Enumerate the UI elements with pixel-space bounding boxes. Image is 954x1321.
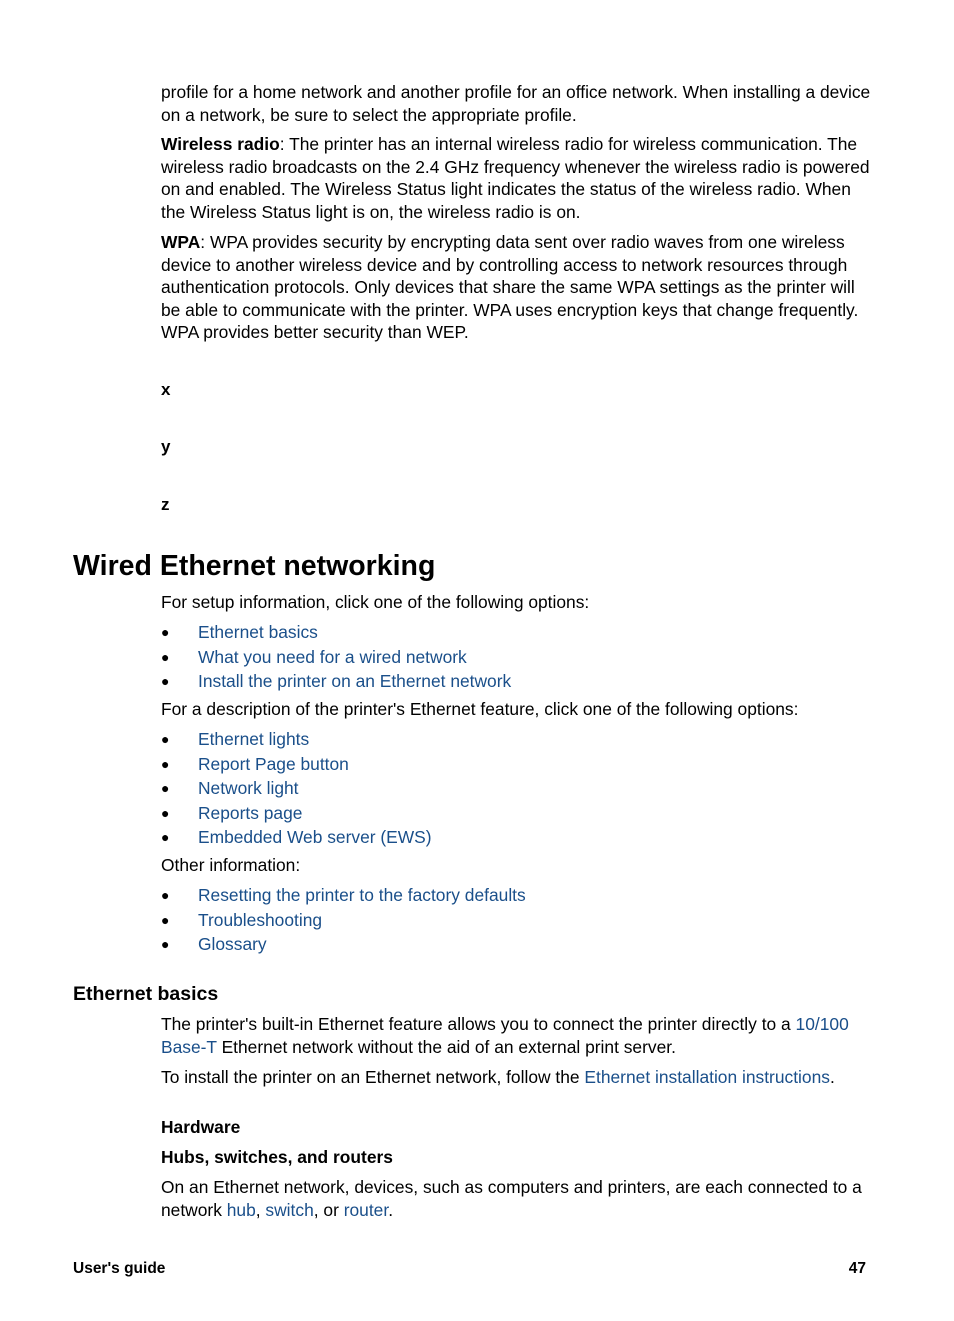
link-glossary[interactable]: Glossary bbox=[198, 934, 267, 954]
link-ethernet-installation-instructions[interactable]: Ethernet installation instructions bbox=[584, 1067, 830, 1087]
link-troubleshooting[interactable]: Troubleshooting bbox=[198, 909, 323, 930]
link-switch[interactable]: switch bbox=[265, 1199, 314, 1220]
feature-intro: For a description of the printer's Ethernet feature, click one of the following options: bbox=[161, 699, 799, 719]
basics-p2-text-after: . bbox=[829, 1067, 835, 1087]
link-factory-defaults[interactable]: Resetting the printer to the factory defaults bbox=[198, 885, 526, 905]
basics-paragraph-1 bbox=[161, 1013, 871, 1058]
index-letter-x: x bbox=[161, 380, 171, 399]
link-ethernet-basics[interactable]: Ethernet basics bbox=[198, 622, 318, 642]
other-intro: Other information: bbox=[161, 855, 301, 875]
bullet-marker: ● bbox=[161, 731, 170, 747]
link-reports-page[interactable]: Reports page bbox=[198, 802, 303, 823]
bullet-marker: ● bbox=[161, 887, 170, 903]
wireless-radio-text: : The printer has an internal wireless radio for wireless communication. The wireless radio broadcasts on the 2.4 GHz frequency whenever the wireless radio is powered on and enabled. The Wireless Status light indicates the status of the wireless radio. When the Wireless Status light is on, the wireless radio is on. bbox=[161, 134, 870, 222]
bullet-marker: ● bbox=[161, 829, 170, 845]
link-network-light[interactable]: Network light bbox=[198, 778, 299, 798]
footer-page-number: 47 bbox=[848, 1260, 866, 1277]
profile-paragraph bbox=[161, 81, 871, 126]
bullet-marker: ● bbox=[161, 624, 170, 640]
separator: , or bbox=[313, 1199, 344, 1220]
profile-text: profile for a home network and another profile for an office network. When installing a device on a network, be sure to select the appropriate profile. bbox=[161, 82, 871, 125]
wpa-term: WPA bbox=[161, 232, 201, 252]
setup-intro: For setup information, click one of the following options: bbox=[161, 592, 590, 612]
bullet-marker: ● bbox=[161, 648, 170, 665]
link-10-100-base-t[interactable]: 10/100 Base-T bbox=[161, 1014, 849, 1057]
basics-p2-text: To install the printer on an Ethernet network, follow the bbox=[161, 1067, 585, 1087]
index-letter-y: y bbox=[161, 437, 171, 456]
basics-p3-text-after: . bbox=[388, 1199, 394, 1220]
ethernet-basics-heading: Ethernet basics bbox=[73, 983, 219, 1005]
footer-guide-title: User's guide bbox=[73, 1260, 166, 1277]
separator: , bbox=[255, 1199, 266, 1220]
bullet-marker: ● bbox=[161, 936, 170, 952]
basics-paragraph-2 bbox=[161, 1066, 871, 1089]
bullet-marker: ● bbox=[161, 911, 170, 928]
link-ethernet-lights[interactable]: Ethernet lights bbox=[198, 729, 310, 749]
bullet-marker: ● bbox=[161, 755, 170, 772]
link-install-printer[interactable]: Install the printer on an Ethernet network bbox=[198, 671, 512, 691]
basics-paragraph-3 bbox=[161, 1176, 871, 1221]
wpa-text: : WPA provides security by encrypting data sent over radio waves from one wireless device to another wireless device and by controlling access to network resources through authentication protocols. Only devices that share the same WPA settings as the printer will be able to communicate with the printer. WPA uses encryption keys that change frequently. WPA provides better security than WEP. bbox=[161, 232, 859, 343]
wireless-radio-term: Wireless radio bbox=[161, 134, 280, 154]
link-router[interactable]: router bbox=[343, 1199, 389, 1220]
index-letter-z: z bbox=[161, 495, 170, 514]
bullet-marker: ● bbox=[161, 804, 170, 821]
bullet-marker: ● bbox=[161, 780, 170, 796]
wireless-radio-paragraph bbox=[161, 133, 871, 223]
section-title: Wired Ethernet networking bbox=[73, 550, 436, 582]
link-embedded-web-server[interactable]: Embedded Web server (EWS) bbox=[198, 827, 432, 847]
link-hub[interactable]: hub bbox=[226, 1199, 256, 1220]
bullet-marker: ● bbox=[161, 673, 170, 689]
wpa-paragraph bbox=[161, 231, 871, 344]
hubs-heading: Hubs, switches, and routers bbox=[161, 1147, 393, 1167]
hardware-heading: Hardware bbox=[161, 1117, 241, 1137]
basics-p3-text: On an Ethernet network, devices, such as computers and printers, are each connected to a network bbox=[161, 1177, 862, 1220]
link-what-you-need[interactable]: What you need for a wired network bbox=[198, 646, 467, 667]
link-report-page-button[interactable]: Report Page button bbox=[198, 753, 349, 774]
basics-p1-text: The printer's built-in Ethernet feature allows you to connect the printer directly to a bbox=[161, 1014, 796, 1034]
basics-p1-text-after: Ethernet network without the aid of an external print server. bbox=[216, 1036, 676, 1057]
